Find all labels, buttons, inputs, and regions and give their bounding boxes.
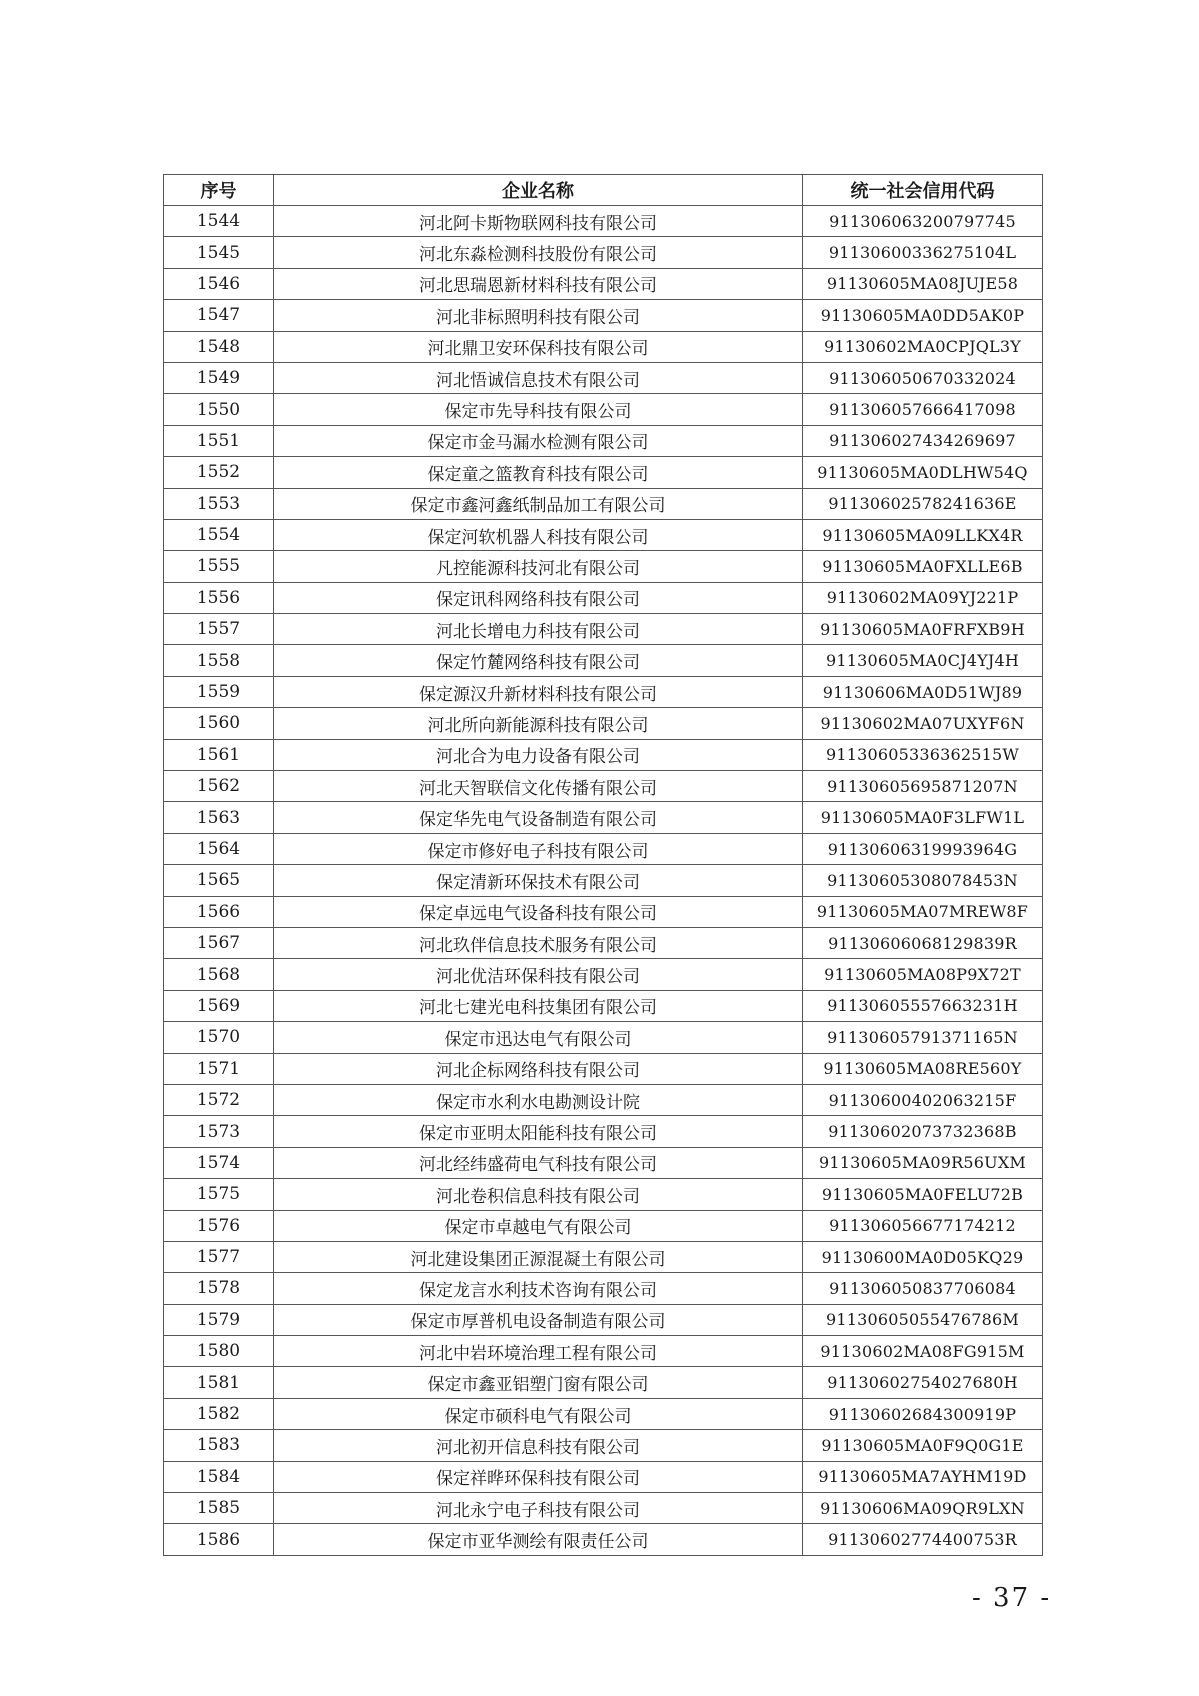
cell-code: 91130605MA09R56UXM [803, 1147, 1043, 1178]
cell-seq: 1584 [164, 1461, 274, 1492]
cell-code: 91130602MA07UXYF6N [803, 708, 1043, 739]
cell-code: 911306050837706084 [803, 1273, 1043, 1304]
cell-seq: 1575 [164, 1179, 274, 1210]
table-row [164, 802, 1043, 833]
enterprise-table [163, 174, 1043, 1556]
page-number: - 37 - [972, 1583, 1052, 1613]
cell-seq: 1573 [164, 1116, 274, 1147]
table-row [164, 959, 1043, 990]
cell-code: 91130605791371165N [803, 1022, 1043, 1053]
cell-seq: 1569 [164, 990, 274, 1021]
table-row [164, 1179, 1043, 1210]
cell-code: 91130600336275104L [803, 237, 1043, 268]
cell-name: 保定童之篮教育科技有限公司 [274, 457, 803, 488]
table-row [164, 1336, 1043, 1367]
cell-seq: 1549 [164, 362, 274, 393]
table-row [164, 1430, 1043, 1461]
cell-code: 911306050670332024 [803, 362, 1043, 393]
cell-seq: 1561 [164, 739, 274, 770]
cell-name: 保定市鑫亚铝塑门窗有限公司 [274, 1367, 803, 1398]
cell-name: 河北经纬盛荷电气科技有限公司 [274, 1147, 803, 1178]
cell-name: 保定市硕科电气有限公司 [274, 1398, 803, 1429]
cell-name: 保定市迅达电气有限公司 [274, 1022, 803, 1053]
cell-code: 91130602MA09YJ221P [803, 582, 1043, 613]
cell-name: 保定龙言水利技术咨询有限公司 [274, 1273, 803, 1304]
cell-code: 91130605MA08JUJE58 [803, 268, 1043, 299]
table-row [164, 739, 1043, 770]
cell-seq: 1568 [164, 959, 274, 990]
cell-name: 保定竹麓网络科技有限公司 [274, 645, 803, 676]
table-row [164, 896, 1043, 927]
table-row [164, 771, 1043, 802]
table-row [164, 1398, 1043, 1429]
cell-name: 河北鼎卫安环保科技有限公司 [274, 331, 803, 362]
cell-name: 河北永宁电子科技有限公司 [274, 1493, 803, 1524]
cell-name: 保定祥晔环保科技有限公司 [274, 1461, 803, 1492]
cell-seq: 1560 [164, 708, 274, 739]
cell-code: 91130602MA08FG915M [803, 1336, 1043, 1367]
table-row [164, 488, 1043, 519]
cell-seq: 1545 [164, 237, 274, 268]
cell-code: 91130600402063215F [803, 1084, 1043, 1115]
cell-name: 保定卓远电气设备科技有限公司 [274, 896, 803, 927]
table-row [164, 1116, 1043, 1147]
cell-name: 保定市厚普机电设备制造有限公司 [274, 1304, 803, 1335]
cell-name: 河北天智联信文化传播有限公司 [274, 771, 803, 802]
table-row [164, 1461, 1043, 1492]
cell-name: 河北所向新能源科技有限公司 [274, 708, 803, 739]
table-row [164, 833, 1043, 864]
cell-seq: 1552 [164, 457, 274, 488]
cell-seq: 1548 [164, 331, 274, 362]
cell-name: 河北悟诚信息技术有限公司 [274, 362, 803, 393]
cell-seq: 1554 [164, 519, 274, 550]
cell-seq: 1559 [164, 676, 274, 707]
cell-seq: 1570 [164, 1022, 274, 1053]
table-body [164, 206, 1043, 1556]
cell-name: 河北玖伴信息技术服务有限公司 [274, 927, 803, 958]
cell-code: 91130605336362515W [803, 739, 1043, 770]
table-header [164, 175, 1043, 206]
table-row [164, 1304, 1043, 1335]
cell-seq: 1581 [164, 1367, 274, 1398]
table-row [164, 582, 1043, 613]
cell-code: 91130605MA08RE560Y [803, 1053, 1043, 1084]
cell-code: 91130605MA0FRFXB9H [803, 614, 1043, 645]
cell-name: 保定河软机器人科技有限公司 [274, 519, 803, 550]
cell-name: 保定源汉升新材料科技有限公司 [274, 676, 803, 707]
cell-seq: 1578 [164, 1273, 274, 1304]
cell-seq: 1553 [164, 488, 274, 519]
cell-name: 保定市金马漏水检测有限公司 [274, 425, 803, 456]
cell-code: 91130605MA0DD5AK0P [803, 300, 1043, 331]
cell-code: 911306057666417098 [803, 394, 1043, 425]
cell-name: 保定市亚华测绘有限责任公司 [274, 1524, 803, 1555]
header-name: 企业名称 [274, 175, 803, 206]
cell-seq: 1583 [164, 1430, 274, 1461]
cell-name: 河北思瑞恩新材料科技有限公司 [274, 268, 803, 299]
table-row [164, 1084, 1043, 1115]
cell-code: 91130605MA08P9X72T [803, 959, 1043, 990]
cell-name: 保定清新环保技术有限公司 [274, 865, 803, 896]
table-row [164, 927, 1043, 958]
table-row [164, 865, 1043, 896]
cell-seq: 1563 [164, 802, 274, 833]
cell-seq: 1574 [164, 1147, 274, 1178]
cell-code: 91130605MA0CJ4YJ4H [803, 645, 1043, 676]
cell-code: 91130605MA0F3LFW1L [803, 802, 1043, 833]
cell-name: 河北初开信息科技有限公司 [274, 1430, 803, 1461]
cell-code: 91130605MA0F9Q0G1E [803, 1430, 1043, 1461]
table-row [164, 1053, 1043, 1084]
cell-code: 91130605557663231H [803, 990, 1043, 1021]
cell-code: 91130605MA0FELU72B [803, 1179, 1043, 1210]
cell-name: 河北东淼检测科技股份有限公司 [274, 237, 803, 268]
cell-seq: 1550 [164, 394, 274, 425]
cell-name: 保定市鑫河鑫纸制品加工有限公司 [274, 488, 803, 519]
cell-name: 保定市卓越电气有限公司 [274, 1210, 803, 1241]
table-row [164, 457, 1043, 488]
cell-name: 河北中岩环境治理工程有限公司 [274, 1336, 803, 1367]
cell-code: 911306063200797745 [803, 206, 1043, 237]
table-row [164, 1210, 1043, 1241]
cell-code: 91130606068129839R [803, 927, 1043, 958]
table-row [164, 1273, 1043, 1304]
table-row [164, 614, 1043, 645]
cell-name: 保定市水利水电勘测设计院 [274, 1084, 803, 1115]
table-row [164, 519, 1043, 550]
cell-name: 保定华先电气设备制造有限公司 [274, 802, 803, 833]
table-row [164, 551, 1043, 582]
table-row [164, 990, 1043, 1021]
cell-code: 91130602MA0CPJQL3Y [803, 331, 1043, 362]
cell-seq: 1556 [164, 582, 274, 613]
header-row [164, 175, 1043, 206]
cell-code: 91130602073732368B [803, 1116, 1043, 1147]
cell-name: 河北非标照明科技有限公司 [274, 300, 803, 331]
cell-code: 91130600MA0D05KQ29 [803, 1241, 1043, 1272]
table-row [164, 676, 1043, 707]
table-row [164, 1241, 1043, 1272]
cell-seq: 1585 [164, 1493, 274, 1524]
cell-code: 91130602578241636E [803, 488, 1043, 519]
table-row [164, 1022, 1043, 1053]
table-row [164, 237, 1043, 268]
table-row [164, 1524, 1043, 1555]
cell-name: 河北企标网络科技有限公司 [274, 1053, 803, 1084]
cell-seq: 1580 [164, 1336, 274, 1367]
cell-seq: 1576 [164, 1210, 274, 1241]
table-row [164, 268, 1043, 299]
cell-code: 91130605MA07MREW8F [803, 896, 1043, 927]
cell-seq: 1544 [164, 206, 274, 237]
cell-code: 91130606MA09QR9LXN [803, 1493, 1043, 1524]
cell-name: 河北卷积信息科技有限公司 [274, 1179, 803, 1210]
cell-code: 91130605MA0DLHW54Q [803, 457, 1043, 488]
cell-code: 91130606MA0D51WJ89 [803, 676, 1043, 707]
cell-seq: 1586 [164, 1524, 274, 1555]
cell-code: 91130602754027680H [803, 1367, 1043, 1398]
cell-seq: 1562 [164, 771, 274, 802]
header-code: 统一社会信用代码 [803, 175, 1043, 206]
cell-seq: 1555 [164, 551, 274, 582]
cell-seq: 1567 [164, 927, 274, 958]
cell-seq: 1547 [164, 300, 274, 331]
cell-code: 91130602684300919P [803, 1398, 1043, 1429]
cell-name: 保定市亚明太阳能科技有限公司 [274, 1116, 803, 1147]
cell-name: 河北优洁环保科技有限公司 [274, 959, 803, 990]
cell-code: 91130606319993964G [803, 833, 1043, 864]
cell-name: 保定讯科网络科技有限公司 [274, 582, 803, 613]
cell-code: 91130605MA0FXLLE6B [803, 551, 1043, 582]
cell-seq: 1572 [164, 1084, 274, 1115]
cell-code: 911306056677174212 [803, 1210, 1043, 1241]
cell-code: 91130605695871207N [803, 771, 1043, 802]
cell-name: 河北合为电力设备有限公司 [274, 739, 803, 770]
cell-seq: 1565 [164, 865, 274, 896]
cell-name: 凡控能源科技河北有限公司 [274, 551, 803, 582]
cell-name: 河北建设集团正源混凝土有限公司 [274, 1241, 803, 1272]
cell-seq: 1558 [164, 645, 274, 676]
table-row [164, 1367, 1043, 1398]
cell-name: 保定市先导科技有限公司 [274, 394, 803, 425]
cell-name: 河北阿卡斯物联网科技有限公司 [274, 206, 803, 237]
cell-seq: 1582 [164, 1398, 274, 1429]
table-row [164, 362, 1043, 393]
table-row [164, 300, 1043, 331]
table-row [164, 425, 1043, 456]
cell-seq: 1571 [164, 1053, 274, 1084]
cell-seq: 1551 [164, 425, 274, 456]
cell-seq: 1564 [164, 833, 274, 864]
table-row [164, 1493, 1043, 1524]
cell-name: 保定市修好电子科技有限公司 [274, 833, 803, 864]
table-row [164, 645, 1043, 676]
table-row [164, 206, 1043, 237]
cell-seq: 1546 [164, 268, 274, 299]
table-row [164, 394, 1043, 425]
cell-code: 91130602774400753R [803, 1524, 1043, 1555]
cell-seq: 1557 [164, 614, 274, 645]
header-seq: 序号 [164, 175, 274, 206]
cell-seq: 1566 [164, 896, 274, 927]
table-row [164, 331, 1043, 362]
cell-seq: 1579 [164, 1304, 274, 1335]
cell-name: 河北七建光电科技集团有限公司 [274, 990, 803, 1021]
cell-code: 91130605MA09LLKX4R [803, 519, 1043, 550]
table-row [164, 708, 1043, 739]
cell-name: 河北长增电力科技有限公司 [274, 614, 803, 645]
cell-code: 91130605055476786M [803, 1304, 1043, 1335]
cell-code: 91130605MA7AYHM19D [803, 1461, 1043, 1492]
table-row [164, 1147, 1043, 1178]
cell-code: 911306027434269697 [803, 425, 1043, 456]
cell-seq: 1577 [164, 1241, 274, 1272]
cell-code: 91130605308078453N [803, 865, 1043, 896]
